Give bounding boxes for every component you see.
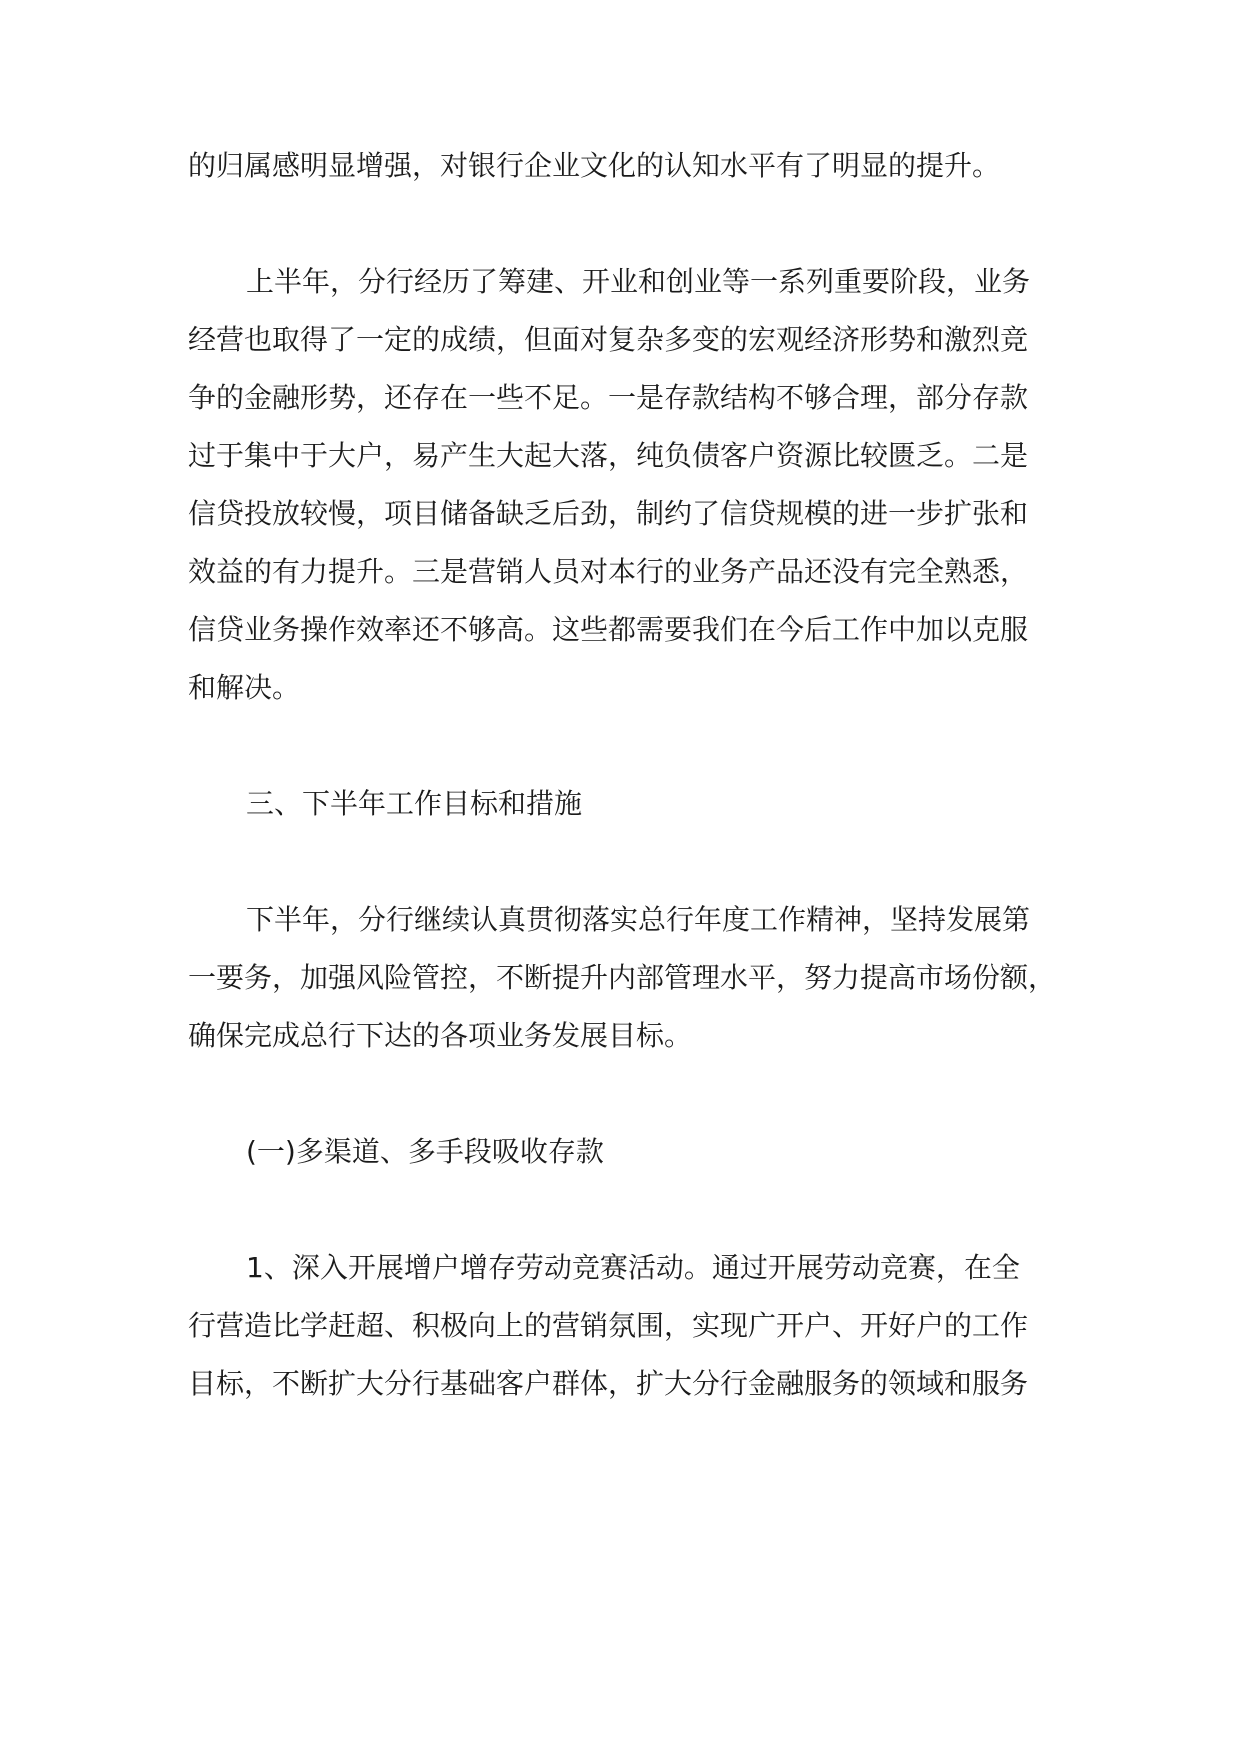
paragraph-line: 和解决。 — [188, 671, 301, 704]
paragraph-line: 经营也取得了一定的成绩，但面对复杂多变的宏观经济形势和激烈竞 — [188, 323, 1029, 356]
paragraph-line: 信贷业务操作效率还不够高。这些都需要我们在今后工作中加以克服 — [188, 613, 1029, 646]
paragraph-line: 的归属感明显增强，对银行企业文化的认知水平有了明显的提升。 — [188, 149, 1001, 182]
paragraph-line: 一要务，加强风险管控，不断提升内部管理水平，努力提高市场份额， — [188, 961, 1057, 994]
paragraph-line: 过于集中于大户，易产生大起大落，纯负债客户资源比较匮乏。二是 — [188, 439, 1029, 472]
paragraph-line: 上半年，分行经历了筹建、开业和创业等一系列重要阶段，业务 — [246, 265, 1031, 298]
section-heading: 三、下半年工作目标和措施 — [246, 787, 583, 820]
paragraph-line: 下半年，分行继续认真贯彻落实总行年度工作精神，坚持发展第 — [246, 903, 1031, 936]
paragraph-line: 确保完成总行下达的各项业务发展目标。 — [188, 1019, 693, 1052]
paragraph-line: 行营造比学赶超、积极向上的营销氛围，实现广开户、开好户的工作 — [188, 1309, 1029, 1342]
paragraph-line: 1、深入开展增户增存劳动竞赛活动。通过开展劳动竞赛，在全 — [246, 1251, 1020, 1284]
paragraph-line: 争的金融形势，还存在一些不足。一是存款结构不够合理，部分存款 — [188, 381, 1029, 414]
paragraph-line: 目标，不断扩大分行基础客户群体，扩大分行金融服务的领域和服务 — [188, 1367, 1029, 1400]
paragraph-line: 效益的有力提升。三是营销人员对本行的业务产品还没有完全熟悉， — [188, 555, 1029, 588]
subsection-heading: (一)多渠道、多手段吸收存款 — [246, 1135, 604, 1168]
paragraph-line: 信贷投放较慢，项目储备缺乏后劲，制约了信贷规模的进一步扩张和 — [188, 497, 1029, 530]
